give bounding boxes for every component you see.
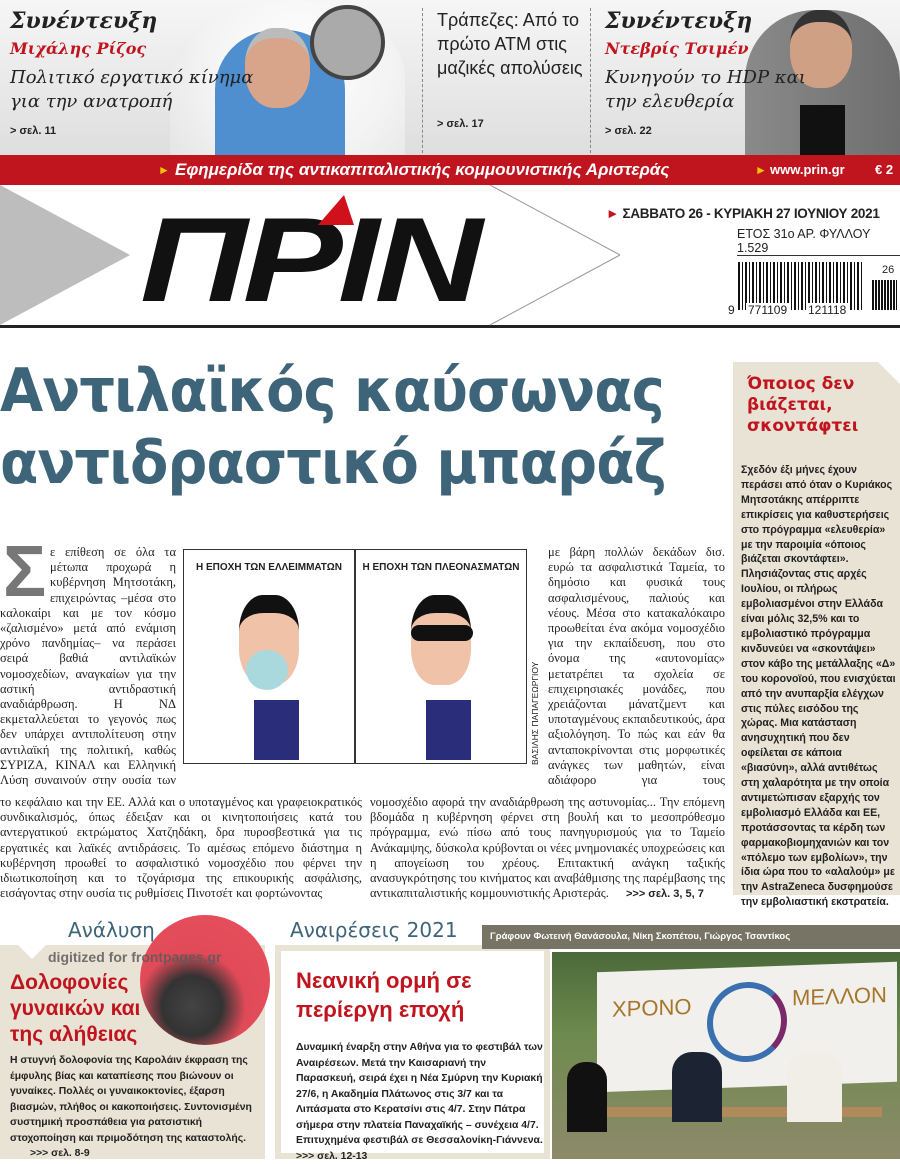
divider [590, 8, 591, 153]
elections-page-ref[interactable]: >>> σελ. 12-13 [296, 1150, 368, 1162]
cartoon-left-panel [183, 549, 355, 764]
analysis-notch [18, 945, 46, 959]
right-teaser-link[interactable]: Κυνηγούν το HDP και την ελευθερία [605, 67, 806, 112]
banner-left-text: ΧΡΟΝΟ [612, 993, 692, 1022]
banner-right-text: ΜΕΛΛΟΝ [792, 982, 887, 1011]
barcode-addon [872, 280, 897, 310]
cartoon-left-title: Η ΕΠΟΧΗ ΤΩΝ ΕΛΛΕΙΜΜΑΤΩΝ [196, 562, 342, 573]
prin-logo[interactable]: ΠΡΙΝ [140, 193, 478, 327]
sidebar-body: Σχεδόν έξι μήνες έχουν περάσει από όταν ο Κυριάκος Μητσοτάκης απέρριπτε επικρίσεις για καθυστερήσεις στο πρόγραμμα «ελευθερία» με την παροιμία «όποιος βιάζεται σκοντάφτει». Πλησιάζοντας στις αρχές Ιουλίου, οι πλήρως εμβολιασμένοι στην Ελλάδα είναι μόλις 32,5% και το εμβολιαστικό πρόγραμμα κινδυνεύει να «σκοντάψει» στον κάβο της μετάλλαξης «Δ» του κορονοϊού, που ενισχύεται από την ανυπαρξία ελέγχων στις πύλες εισόδου της χώρας. Μια κατάσταση ανησυχητική που δεν οφείλεται σε κάποια «βιασύνη», αλλά αντιθέτως στη χαλαρότητα με την οποία αντιμετώπισαν εξαρχής τον εμβολιασμό Ελλάδα και ΕΕ, προτάσσοντας τα κέρδη των φαρμακοβιομηχανιών και τον «πόλεμο των εμβολίων», την ίδια ώρα που το «αλαλούμ» με την AstraZeneca δυσφημούσε την εμβολιαστική εκστρατεία. [741, 464, 896, 909]
price: € 2 [875, 162, 894, 177]
barcode-prefix: 9 [728, 303, 735, 317]
lead-text: ε επίθεση σε όλα τα μέτωπα προχωρά η κυβέρνηση Μητσοτάκη, επιχειρώντας –μέσα στο καλοκαίρι και με τον κόσμο «ζαλισμένο» μετά από ενάμιση χρόνο πανδημίας– να περάσει σειρά βαθιά αντιλαϊκών νομοσχεδίων, αναγκαίων για την αστική αντιδραστική αναδιάρθρωση. Η ΝΔ εκμεταλλεύεται το γεγονός πως δεν υπάρχει αντιπολίτευση στην αντιλαϊκή της πολιτική, καθώς ΣΥΡΙΖΑ, ΚΙΝΑΛ και Ελληνική Λύση συναινούν στην ουσία των [0, 545, 176, 788]
byline: Γράφουν Φωτεινή Θανάσουλα, Νίκη Σκοπέτου, Γιώργος Τσαντίκος [490, 931, 791, 942]
slogan: Εφημερίδα της αντικαπιταλιστικής κομμουνιστικής Αριστεράς [175, 160, 670, 179]
lead-text-bottom-right [370, 795, 725, 901]
cartoon-right-panel [355, 549, 527, 764]
lead-headline[interactable]: Αντιλαϊκός καύσωνας αντιδραστικό μπαράζ [0, 356, 666, 498]
lead-text-bottom-left: το κεφάλαιο και την ΕΕ. Αλλά και ο υποταγμένος και γραφειοκρατικός συνδικαλισμός, όπως έδειξαν και οι κινητοποιήσεις κατά του αντεργατικού εκτρώματος Χατζηδάκη, δρα πυροσβεστικά για τις εργατικές και λαϊκές αντιδράσεις. Το αμέσως επόμενο διάστημα η κυβέρνηση προωθεί το ασφαλιστικό νομοσχέδιο που φέρνει την ιδιωτικοποίηση και το τζογάρισμα της επικουρικής ασφάλισης, εισάγοντας στην ουσία τις ρυθμίσεις Πινοτσέτ και φορτώνοντας [0, 795, 362, 901]
lead-page-ref[interactable]: >>> σελ. 3, 5, 7 [625, 888, 704, 901]
right-name: Ντεβρίς Τσιμέν [605, 39, 749, 58]
lead-column-2: με βάρη πολλών δεκάδων δισ. ευρώ τα ασφαλιστικά Ταμεία, το δημόσιο και φυσικά τους ασφαλισμένους, παλιούς και νέους. Μέσα στο κατακαλόκαιρο προωθείται ένα ακόμα νομοσχέδιο για την εκπαίδευση, που στο όνομα της «αυτονομίας» μετατρέπει τα σχολεία σε επιχειρησιακές μονάδες, που χρειάζονται μάνατζμεντ και υποταγμένους εκπαιδευτικούς, άρα αξιολόγηση. Το πώς και εάν θα ανταποκρίνονται στις μορφωτικές ανάγκες των μαθητών, είναι αδιάφορο για τους [548, 545, 725, 788]
festival-banner [597, 962, 897, 1092]
lead-column-1 [0, 545, 176, 788]
analysis-text: Η στυγνή δολοφονία της Καρολάιν έκφραση της έμφυλης βίας και καταπίεσης που βιώνουν οι γυναίκες. Πολλές οι γυναικοκτονίες, έξαρση βιασμών, πλήθος οι κακοποιήσεις. Συντονισμένη συστημική προσπάθεια για ρατσιστική στοχοποίηση και πριμοδότηση της καταστολής. [10, 1055, 252, 1144]
sidebar-editorial [733, 362, 900, 909]
analysis-page-ref[interactable]: >>> σελ. 8-9 [30, 1148, 90, 1159]
speaker [672, 1052, 722, 1122]
issue-date [606, 206, 880, 221]
sidebar-title[interactable]: Όποιος δεν βιάζεται, σκοντάφτει [747, 374, 859, 436]
triangle-icon: ► [158, 163, 170, 177]
caricature-suit [254, 700, 299, 760]
megaphone-icon [310, 5, 385, 80]
corner-notch [878, 362, 900, 384]
analysis-body [10, 1053, 260, 1162]
byline-bar [482, 925, 900, 949]
divider [422, 8, 423, 153]
slogan-bar [0, 155, 900, 185]
eye-mask [411, 625, 473, 641]
analysis-section-label: Ανάλυση [68, 918, 155, 942]
website-link[interactable]: www.prin.gr [770, 162, 845, 177]
triangle-icon: ► [755, 163, 767, 177]
middle-page-ref: > σελ. 17 [437, 118, 484, 130]
barcode-left-digits: 771109 [748, 303, 788, 317]
banner-logo [707, 981, 787, 1064]
analysis-title[interactable]: Δολοφονίες γυναικών και της αλήθειας [10, 971, 141, 1046]
elections-body [296, 1040, 546, 1164]
elections-text: Δυναμική έναρξη στην Αθήνα για το φεστιβάλ των Αναιρέσεων. Μετά την Καισαριανή την Παρασκευή, σειρά έχει η Νέα Σμύρνη την Κυριακή 27/6, η Ακαδημία Πλάτωνος στις 3/7 και τα Λιπάσματα στο Κερατσίνι στις 4/7. Στην Πάτρα σήμερα στην πλατεία Παναχαϊκής – συνέχεια 4/7. Επιτυχημένα φεστιβάλ σε Θεσσαλονίκη-Γιάννενα. [296, 1042, 543, 1146]
cartoon-credit: ΒΑΣΙΛΗΣ ΠΑΠΑΓΕΩΡΓΙΟΥ [530, 661, 540, 765]
date-text: ΣΑΒΒΑΤΟ 26 - ΚΥΡΙΑΚΗ 27 ΙΟΥΝΙΟΥ 2021 [622, 206, 880, 221]
lead-text: νομοσχέδιο αφορά την αναδιάρθρωση της αστυνομίας... Την επόμενη βδομάδα η κυβέρνηση φέρνει στη βουλή και το μεσοπρόθεσμο πρόγραμμα, ενώ πίσω από τους πανηγυρισμούς για το Ταμείο Ανάκαμψης, δύσκολα κρύβονται οι νέες μνημονιακές υποχρεώσεις και η απογείωση του χρέους. Επιτακτική ανάγκη ταξικής ανασυγκρότησης του κινήματος και αναβάθμισης της παρέμβασης της αντικαπιταλιστικής κομμουνιστικής Αριστεράς. [370, 795, 725, 901]
elections-section-label: Αναιρέσεις 2021 [290, 918, 458, 942]
barcode-addon-digits: 26 [882, 264, 895, 276]
cartoon-right-title: Η ΕΠΟΧΗ ΤΩΝ ΠΛΕΟΝΑΣΜΑΤΩΝ [362, 562, 520, 573]
issue-number: ΕΤΟΣ 31ο ΑΡ. ΦΥΛΛΟΥ 1.529 [737, 227, 900, 256]
right-page-ref: > σελ. 22 [605, 125, 652, 137]
watermark: digitized for frontpages.gr [48, 949, 222, 965]
speaker [567, 1062, 607, 1132]
drop-cap: Σ [3, 532, 47, 612]
left-teaser-link[interactable]: Πολιτικό εργατικό κίνημα για την ανατροπή [10, 67, 254, 112]
left-page-ref: > σελ. 11 [10, 125, 57, 137]
festival-photo [552, 952, 900, 1159]
right-kicker: Συνέντευξη [605, 8, 753, 34]
caricature-suit [426, 700, 471, 760]
triangle-icon: ► [606, 206, 623, 221]
elections-title[interactable]: Νεανική ορμή σε περίεργη εποχή [296, 968, 472, 1022]
left-name: Μιχάλης Ρίζος [10, 39, 147, 58]
barcode-right-digits: 121118 [808, 303, 847, 317]
face-mask [246, 650, 288, 690]
left-kicker: Συνέντευξη [10, 8, 158, 34]
middle-teaser-link[interactable]: Τράπεζες: Από το πρώτο ΑΤΜ στις μαζικές απολύσεις [437, 10, 583, 78]
speaker [787, 1052, 842, 1122]
dropcap-spacer [0, 545, 50, 603]
